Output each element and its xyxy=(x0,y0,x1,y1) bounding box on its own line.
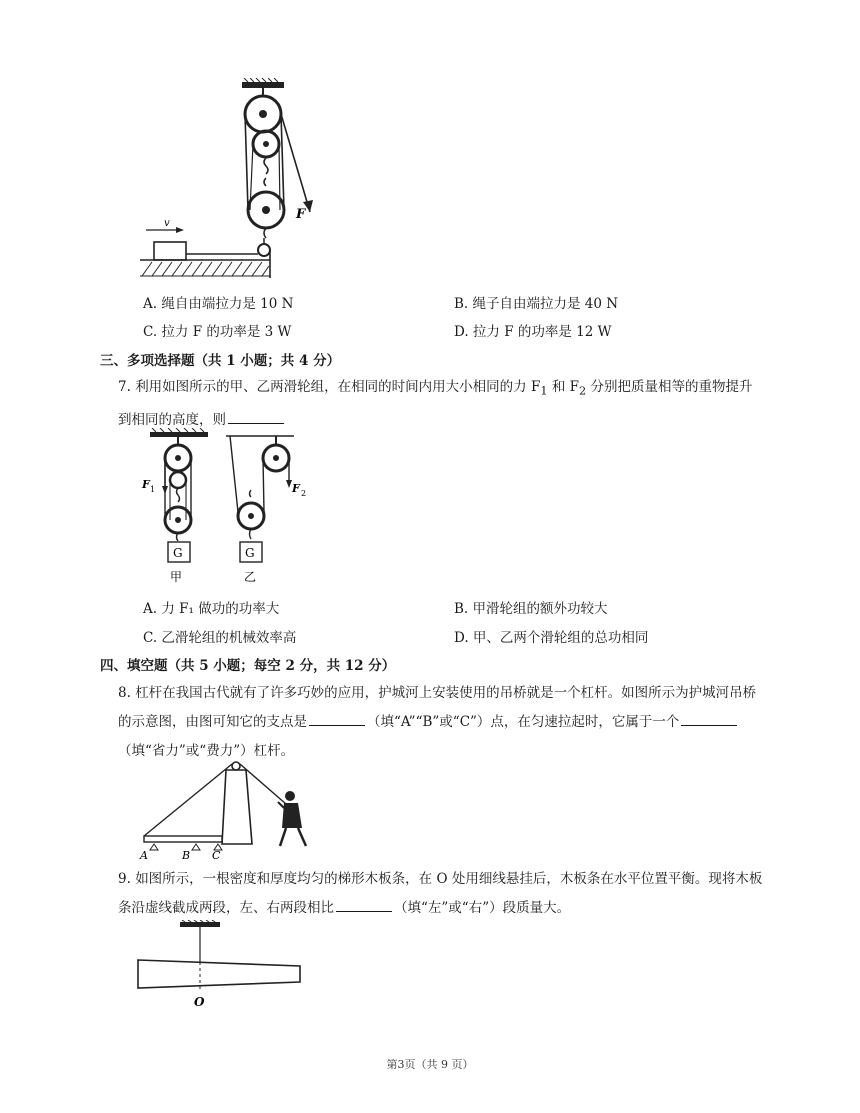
q7-text-before: 利用如图所示的甲、乙两滑轮组，在相同的时间内用大小相同的力 F xyxy=(135,379,541,395)
q6-option-d[interactable]: D. 拉力 F 的功率是 12 W xyxy=(454,324,612,340)
q7-option-b[interactable]: B. 甲滑轮组的额外功较大 xyxy=(454,601,608,617)
q7-f2-sub: 2 xyxy=(301,489,307,498)
q7-label-yi: 乙 xyxy=(244,570,257,584)
q6-option-b[interactable]: B. 绳子自由端拉力是 40 N xyxy=(454,296,619,312)
q7-sub1: 1 xyxy=(540,384,548,398)
q6-pulley-figure xyxy=(138,78,328,283)
question-9 xyxy=(118,865,763,923)
q7-option-a[interactable]: A. 力 F₁ 做功的功率大 xyxy=(143,601,280,617)
section-3-title: 三、多项选择题（共 1 小题；共 4 分） xyxy=(100,353,341,369)
q8-point-c: C xyxy=(212,849,221,862)
page-footer: 第3页（共 9 页） xyxy=(386,1058,474,1071)
q7-label-jia: 甲 xyxy=(170,570,183,584)
q7-answer-blank[interactable] xyxy=(228,409,284,424)
q8-text-1: 杠杆在我国古代就有了许多巧妙的应用，护城河上安装使用的吊桥就是一个杠杆。如图所示为护城河吊桥的示意图，由图可知它的支点是 xyxy=(118,685,757,730)
q7-number: 7. xyxy=(118,379,131,395)
q8-drawbridge-figure xyxy=(138,756,328,864)
question-8 xyxy=(118,679,763,766)
q9-point-o: O xyxy=(194,995,205,1009)
q7-f1-sub: 1 xyxy=(150,485,156,494)
q6-force-label: F xyxy=(296,207,306,222)
q7-weight-g2: G xyxy=(245,546,255,560)
q7-weight-g1: G xyxy=(173,546,183,560)
q8-blank-1[interactable] xyxy=(309,711,365,726)
q9-blank-1[interactable] xyxy=(336,897,392,912)
q8-point-a: A xyxy=(140,849,148,862)
q9-text-1: 如图所示，一根密度和厚度均匀的梯形木板条，在 O 处用细线悬挂后，木板条在水平位置平衡。现将木板条沿虚线截成两段，左、右两段相比 xyxy=(118,871,763,916)
q8-point-b: B xyxy=(182,849,191,862)
q8-blank-2[interactable] xyxy=(681,711,737,726)
q7-pulley-figure xyxy=(138,428,318,588)
q6-velocity-label: v xyxy=(164,218,170,229)
q9-number: 9. xyxy=(118,871,131,887)
q9-board-figure xyxy=(136,920,306,1010)
question-7 xyxy=(118,373,763,435)
q8-number: 8. xyxy=(118,685,131,701)
q7-option-c[interactable]: C. 乙滑轮组的机械效率高 xyxy=(143,630,297,646)
q7-f1-label: F xyxy=(142,478,150,491)
q7-text-mid: 和 F xyxy=(547,379,579,395)
q7-sub2: 2 xyxy=(578,384,587,398)
q7-option-d[interactable]: D. 甲、乙两个滑轮组的总功相同 xyxy=(454,630,649,646)
q8-text-3: （填“省力”或“费力”）杠杆。 xyxy=(118,743,295,759)
q7-f2-label: F xyxy=(292,482,300,495)
section-4-title: 四、填空题（共 5 小题；每空 2 分，共 12 分） xyxy=(100,658,396,674)
q8-text-2: （填“A”“B”或“C”）点，在匀速拉起时，它属于一个 xyxy=(367,714,680,730)
q9-text-2: （填“左”或“右”）段质量大。 xyxy=(394,900,571,916)
q6-option-a[interactable]: A. 绳自由端拉力是 10 N xyxy=(143,296,294,312)
q7-text-after: 分别把质量相等的重物提升到相同的高度，则 xyxy=(118,379,753,428)
q6-option-c[interactable]: C. 拉力 F 的功率是 3 W xyxy=(143,324,292,340)
